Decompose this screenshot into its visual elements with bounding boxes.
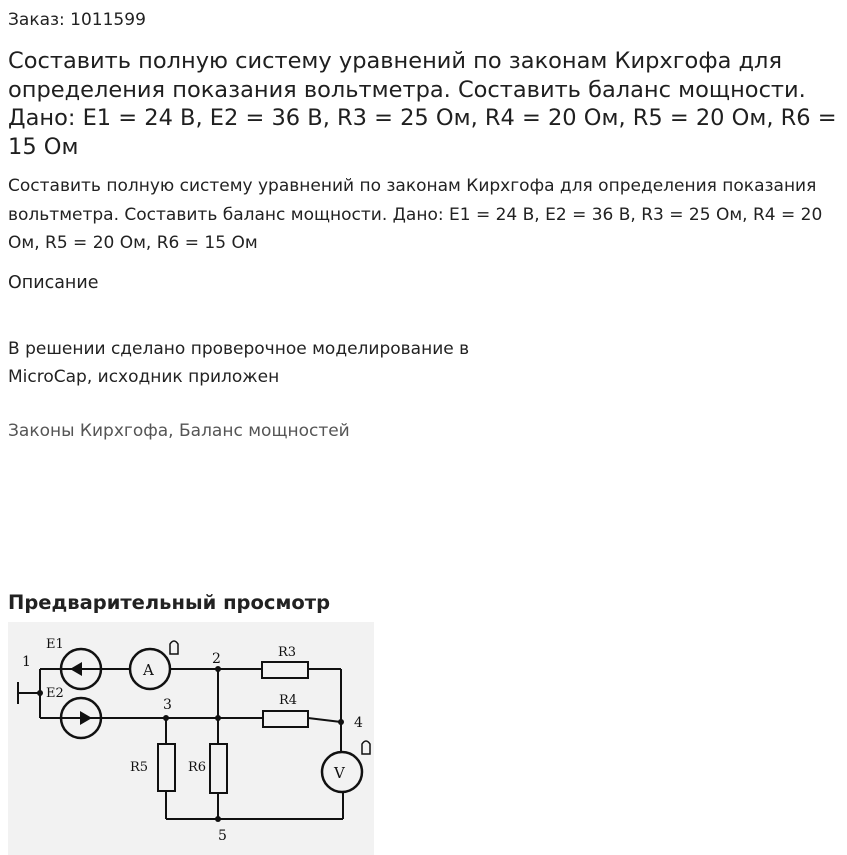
page-title: Составить полную систему уравнений по законам Кирхгофа для определения показания вольтметра. Составить баланс мощности. Дано: E1 = 24 В, E2 = 36 В, R3 = 25 Ом, R4 = 20 Ом, R5 = 20 Ом, R6 = 15 Ом (8, 48, 837, 160)
resistor-r5 (158, 744, 175, 791)
solution-note: В решении сделано проверочное моделирование в MicroCap, исходник приложен (8, 339, 470, 387)
resistor-r4 (263, 711, 308, 727)
node-label-5: 5 (218, 828, 227, 844)
node-label-2: 2 (212, 651, 221, 667)
label-r4: R4 (279, 693, 298, 708)
resistor-r6 (210, 744, 227, 793)
resistor-r3 (262, 662, 308, 678)
label-e1: E1 (46, 637, 64, 652)
order-number: Заказ: 1011599 (8, 10, 146, 30)
node-label-4: 4 (354, 715, 363, 731)
circuit-preview-image (8, 622, 374, 855)
preview-background (8, 622, 374, 855)
label-r6: R6 (188, 760, 207, 775)
preview-heading: Предварительный просмотр (8, 591, 331, 614)
node-label-3: 3 (163, 697, 172, 713)
label-r3: R3 (278, 645, 297, 660)
task-description: Составить полную систему уравнений по законам Кирхгофа для определения показания вольтметра. Составить баланс мощности. Дано: E1 = 24 В, E2 = 36 В, R3 = 25 Ом, R4 = 20 Ом, R5 = 20 Ом, R6 = 15 Ом (8, 176, 823, 253)
voltmeter-label: V (334, 764, 345, 782)
circuit-diagram (8, 622, 374, 855)
node-label-1: 1 (22, 654, 31, 670)
label-r5: R5 (130, 760, 149, 775)
label-e2: E2 (46, 686, 64, 701)
tags: Законы Кирхгофа, Баланс мощностей (8, 421, 350, 441)
ammeter-label: A (143, 661, 154, 679)
description-label: Описание (8, 273, 99, 293)
